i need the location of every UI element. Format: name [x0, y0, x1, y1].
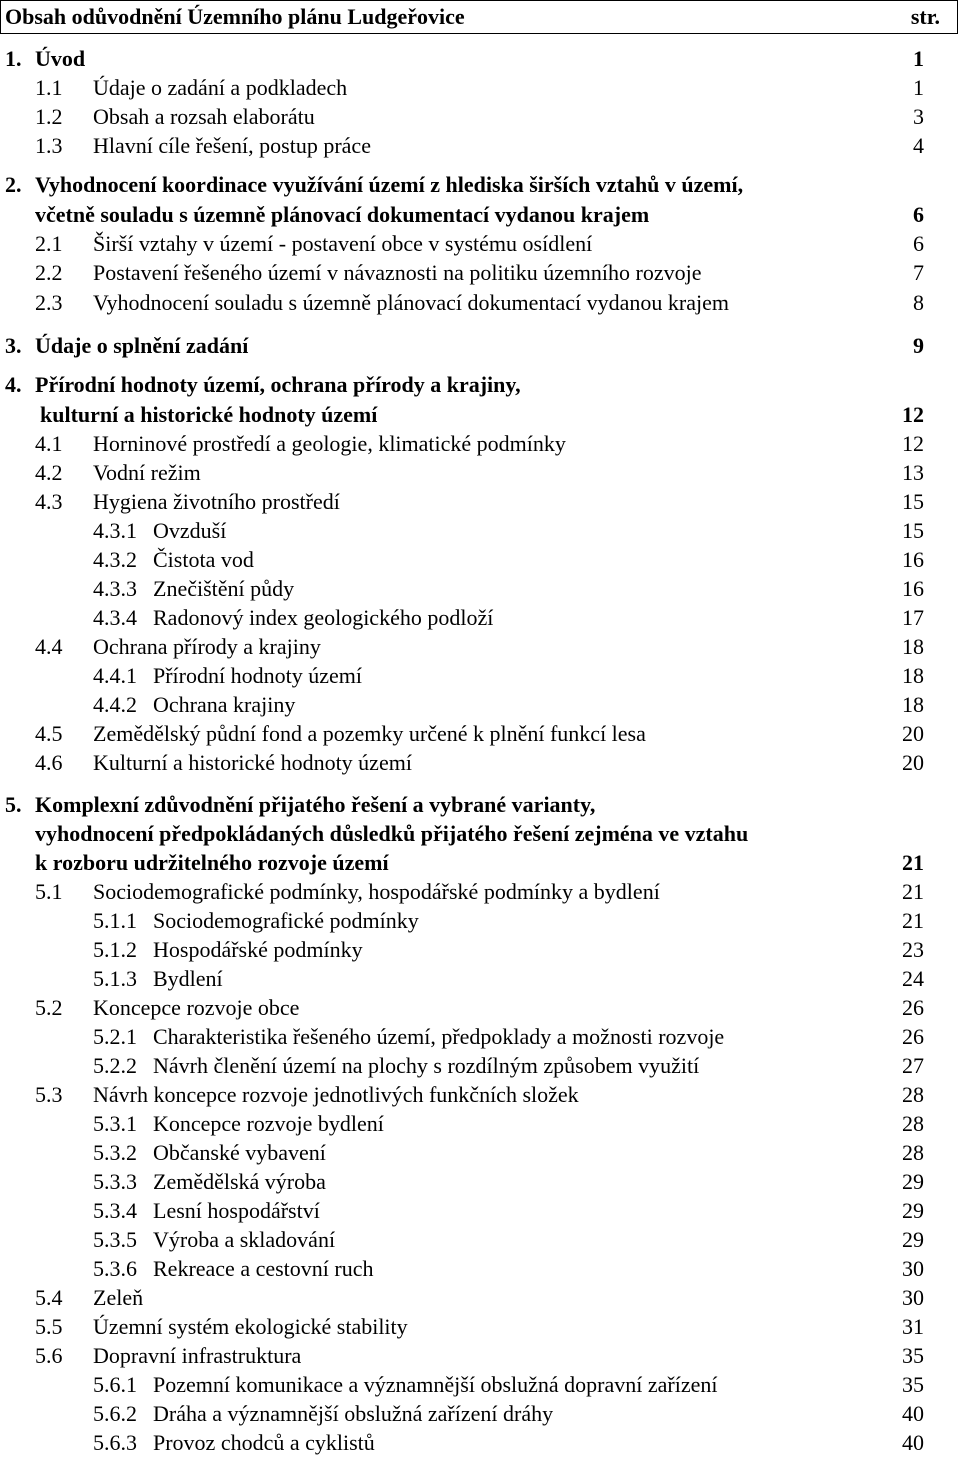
toc-row — [0, 460, 960, 489]
toc-entry-title: Návrh koncepce rozvoje jednotlivých funkčních složek — [93, 1082, 579, 1107]
toc-entry-number: 5.2.2 — [93, 1053, 137, 1078]
toc-entry-number: 5.6.1 — [93, 1372, 137, 1397]
toc-entry-title: Ovzduší — [153, 518, 227, 543]
toc-entry-title: Znečištění půdy — [153, 576, 295, 601]
toc-entry-page: 35 — [902, 1372, 924, 1397]
toc-entry-title: Pozemní komunikace a významnější obslužná dopravní zařízení — [153, 1372, 718, 1397]
toc-entry-title: Zemědělský půdní fond a pozemky určené k plnění funkcí lesa — [93, 721, 646, 746]
toc-row — [0, 1314, 960, 1343]
toc-entry-number: 5.3.4 — [93, 1198, 137, 1223]
toc-row — [0, 692, 960, 721]
toc-entry-page: 3 — [913, 104, 924, 129]
toc-row — [0, 663, 960, 692]
toc-entry-page: 28 — [902, 1111, 924, 1136]
toc-entry-number: 4.2 — [35, 460, 63, 485]
toc-entry-title: Charakteristika řešeného území, předpoklady a možnosti rozvoje — [153, 1024, 725, 1049]
toc-entry-title: Čistota vod — [153, 547, 254, 572]
toc-row — [0, 518, 960, 547]
toc-entry-number: 5.6.2 — [93, 1401, 137, 1426]
toc-entry-page: 18 — [902, 692, 924, 717]
toc-entry-page: 18 — [902, 634, 924, 659]
toc-entry-title: Širší vztahy v území - postavení obce v systému osídlení — [93, 231, 593, 256]
toc-entry-number: 5.3 — [35, 1082, 63, 1107]
toc-entry-page: 9 — [913, 333, 924, 358]
toc-entry-number: 1.3 — [35, 133, 63, 158]
toc-entry-page: 21 — [902, 879, 924, 904]
toc-row — [0, 333, 960, 362]
toc-row — [0, 260, 960, 289]
toc-entry-page: 6 — [913, 202, 924, 227]
toc-entry-number: 5.4 — [35, 1285, 63, 1310]
toc-entry-page: 18 — [902, 663, 924, 688]
toc-entry-title: Rekreace a cestovní ruch — [153, 1256, 374, 1281]
toc-row — [0, 202, 960, 231]
toc-entry-title: Výroba a skladování — [153, 1227, 336, 1252]
toc-entry-title: Ochrana krajiny — [153, 692, 296, 717]
toc-row — [0, 1430, 960, 1459]
page-title: Obsah odůvodnění Územního plánu Ludgeřovice — [5, 4, 465, 29]
toc-entry-number: 4.3.1 — [93, 518, 137, 543]
toc-entry-page: 12 — [902, 431, 924, 456]
toc-row — [0, 1343, 960, 1372]
toc-entry-title: Hlavní cíle řešení, postup práce — [93, 133, 371, 158]
toc-entry-page: 26 — [902, 995, 924, 1020]
toc-entry-title: Provoz chodců a cyklistů — [153, 1430, 375, 1455]
toc-row — [0, 1401, 960, 1430]
toc-row — [0, 937, 960, 966]
toc-entry-title: k rozboru udržitelného rozvoje území — [35, 850, 389, 875]
toc-entry-number: 1.2 — [35, 104, 63, 129]
toc-row — [0, 46, 960, 75]
toc-entry-number: 5.3.3 — [93, 1169, 137, 1194]
toc-entry-title: Údaje o splnění zadání — [35, 333, 249, 358]
toc-entry-number: 2.2 — [35, 260, 63, 285]
toc-entry-number: 4.6 — [35, 750, 63, 775]
toc-entry-page: 1 — [913, 46, 924, 71]
toc-entry-page: 20 — [902, 721, 924, 746]
toc-row — [0, 821, 960, 850]
toc-entry-page: 6 — [913, 231, 924, 256]
toc-entry-number: 5.1 — [35, 879, 63, 904]
toc-row — [0, 1169, 960, 1198]
toc-entry-page: 29 — [902, 1227, 924, 1252]
toc-row — [0, 750, 960, 779]
toc-entry-title: Sociodemografické podmínky, hospodářské podmínky a bydlení — [93, 879, 660, 904]
toc-entry-number: 4. — [5, 372, 22, 397]
toc-row — [0, 75, 960, 104]
page-column-label: str. — [910, 4, 940, 29]
toc-entry-page: 27 — [902, 1053, 924, 1078]
toc-entry-title: Dráha a významnější obslužná zařízení dráhy — [153, 1401, 554, 1426]
toc-entry-title: Zeleň — [93, 1285, 144, 1310]
toc-entry-number: 5. — [5, 792, 22, 817]
toc-row — [0, 995, 960, 1024]
toc-entry-title: včetně souladu s územně plánovací dokumentací vydanou krajem — [35, 202, 650, 227]
toc-entry-title: kulturní a historické hodnoty území — [40, 402, 378, 427]
toc-entry-page: 7 — [913, 260, 924, 285]
toc-row — [0, 966, 960, 995]
toc-entry-title: Dopravní infrastruktura — [93, 1343, 302, 1368]
toc-entry-number: 4.3.2 — [93, 547, 137, 572]
toc-entry-title: Hygiena životního prostředí — [93, 489, 340, 514]
toc-entry-page: 8 — [913, 290, 924, 315]
toc-entry-number: 1. — [5, 46, 22, 71]
toc-row — [0, 792, 960, 821]
toc-row — [0, 489, 960, 518]
toc-entry-page: 29 — [902, 1169, 924, 1194]
toc-entry-page: 40 — [902, 1430, 924, 1455]
toc-entry-page: 28 — [902, 1082, 924, 1107]
toc-entry-number: 4.4.2 — [93, 692, 137, 717]
toc-entry-page: 20 — [902, 750, 924, 775]
toc-row — [0, 908, 960, 937]
toc-entry-number: 5.3.6 — [93, 1256, 137, 1281]
toc-entry-title: Návrh členění území na plochy s rozdílným způsobem využití — [153, 1053, 700, 1078]
toc-row — [0, 372, 960, 401]
toc-row — [0, 231, 960, 260]
toc-entry-title: Vyhodnocení koordinace využívání území z hlediska širších vztahů v území, — [35, 172, 744, 197]
toc-entry-number: 2.3 — [35, 290, 63, 315]
toc-entry-number: 5.6 — [35, 1343, 63, 1368]
toc-entry-page: 1 — [913, 75, 924, 100]
toc-entry-title: Komplexní zdůvodnění přijatého řešení a vybrané varianty, — [35, 792, 596, 817]
toc-entry-page: 15 — [902, 518, 924, 543]
toc-entry-title: Radonový index geologického podloží — [153, 605, 494, 630]
toc-entry-title: Lesní hospodářství — [153, 1198, 320, 1223]
toc-entry-title: Ochrana přírody a krajiny — [93, 634, 321, 659]
toc-entry-number: 5.1.1 — [93, 908, 137, 933]
toc-entry-page: 17 — [902, 605, 924, 630]
toc-entry-number: 5.3.2 — [93, 1140, 137, 1165]
toc-entry-page: 12 — [902, 402, 924, 427]
toc-entry-page: 29 — [902, 1198, 924, 1223]
toc-entry-number: 5.2.1 — [93, 1024, 137, 1049]
toc-row — [0, 1053, 960, 1082]
toc-entry-title: Údaje o zadání a podkladech — [93, 75, 348, 100]
toc-row — [0, 850, 960, 879]
toc-row — [0, 172, 960, 201]
toc-entry-number: 1.1 — [35, 75, 63, 100]
toc-entry-number: 4.3.4 — [93, 605, 137, 630]
toc-entry-title: Kulturní a historické hodnoty území — [93, 750, 412, 775]
toc-entry-page: 30 — [902, 1256, 924, 1281]
toc-entry-number: 5.6.3 — [93, 1430, 137, 1455]
toc-entry-page: 24 — [902, 966, 924, 991]
toc-entry-title: Občanské vybavení — [153, 1140, 326, 1165]
toc-entry-title: Územní systém ekologické stability — [93, 1314, 408, 1339]
toc-entry-title: Obsah a rozsah elaborátu — [93, 104, 315, 129]
toc-entry-page: 15 — [902, 489, 924, 514]
toc-entry-number: 4.1 — [35, 431, 63, 456]
toc-entry-number: 5.1.2 — [93, 937, 137, 962]
toc-entry-title: Sociodemografické podmínky — [153, 908, 419, 933]
toc-entry-number: 5.3.1 — [93, 1111, 137, 1136]
toc-row — [0, 1198, 960, 1227]
toc-entry-title: Úvod — [35, 46, 86, 71]
toc-entry-page: 21 — [902, 908, 924, 933]
toc-entry-number: 4.4 — [35, 634, 63, 659]
toc-entry-page: 16 — [902, 576, 924, 601]
toc-entry-number: 5.3.5 — [93, 1227, 137, 1252]
toc-entry-page: 30 — [902, 1285, 924, 1310]
toc-row — [0, 1082, 960, 1111]
toc-row — [0, 605, 960, 634]
toc-row — [0, 431, 960, 460]
toc-row — [0, 721, 960, 750]
toc-entry-number: 4.5 — [35, 721, 63, 746]
toc-row — [0, 1285, 960, 1314]
toc-row — [0, 1024, 960, 1053]
toc-entry-number: 5.5 — [35, 1314, 63, 1339]
toc-entry-page: 21 — [902, 850, 924, 875]
toc-entry-title: Koncepce rozvoje bydlení — [153, 1111, 384, 1136]
toc-entry-page: 13 — [902, 460, 924, 485]
toc-entry-page: 35 — [902, 1343, 924, 1368]
toc-entry-page: 16 — [902, 547, 924, 572]
toc-row — [0, 104, 960, 133]
toc-entry-title: Zemědělská výroba — [153, 1169, 326, 1194]
toc-entry-title: Bydlení — [153, 966, 223, 991]
toc-row — [0, 1227, 960, 1256]
toc-row — [0, 634, 960, 663]
toc-entry-page: 4 — [913, 133, 924, 158]
toc-entry-page: 31 — [902, 1314, 924, 1339]
toc-row — [0, 547, 960, 576]
toc-row — [0, 576, 960, 605]
toc-row — [0, 1372, 960, 1401]
toc-entry-title: Horninové prostředí a geologie, klimatické podmínky — [93, 431, 566, 456]
toc-entry-page: 28 — [902, 1140, 924, 1165]
toc-entry-title: Přírodní hodnoty území, ochrana přírody a krajiny, — [35, 372, 521, 397]
toc-entry-number: 4.4.1 — [93, 663, 137, 688]
toc-entry-title: Postavení řešeného území v návaznosti na politiku územního rozvoje — [93, 260, 702, 285]
toc-entry-title: Vodní režim — [93, 460, 201, 485]
toc-row — [0, 1140, 960, 1169]
toc-header — [0, 0, 958, 34]
toc-entry-number: 4.3.3 — [93, 576, 137, 601]
toc-row — [0, 402, 960, 431]
toc-row — [0, 1111, 960, 1140]
toc-entry-number: 4.3 — [35, 489, 63, 514]
toc-entry-number: 5.1.3 — [93, 966, 137, 991]
toc-entry-title: Vyhodnocení souladu s územně plánovací dokumentací vydanou krajem — [93, 290, 729, 315]
toc-entry-title: Přírodní hodnoty území — [153, 663, 362, 688]
toc-entry-page: 23 — [902, 937, 924, 962]
toc-row — [0, 133, 960, 162]
toc-entry-title: Hospodářské podmínky — [153, 937, 363, 962]
toc-entry-title: Koncepce rozvoje obce — [93, 995, 300, 1020]
toc-entry-number: 2.1 — [35, 231, 63, 256]
toc-entry-number: 5.2 — [35, 995, 63, 1020]
toc-row — [0, 879, 960, 908]
toc-row — [0, 290, 960, 319]
toc-entry-page: 40 — [902, 1401, 924, 1426]
toc-entry-number: 3. — [5, 333, 22, 358]
toc-entry-number: 2. — [5, 172, 22, 197]
toc-entry-title: vyhodnocení předpokládaných důsledků přijatého řešení zejména ve vztahu — [35, 821, 749, 846]
toc-entry-page: 26 — [902, 1024, 924, 1049]
toc-row — [0, 1256, 960, 1285]
